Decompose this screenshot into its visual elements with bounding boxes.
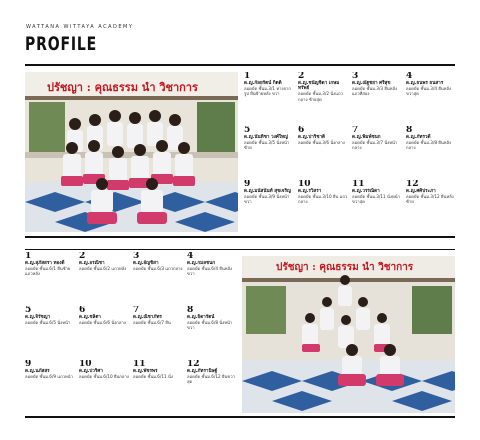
list-item: 9 ด.ญ.มนัสนันท์ สุขเจริญ ลอดบัด ชั้นม.3/9 นั่งหน้า ขวา (244, 180, 291, 205)
page-title: PROFILE (25, 33, 98, 55)
banner-slogan-bottom: ปรัชญา : คุณธรรม นำ วิชาการ (276, 262, 414, 273)
banner-slogan-top: ปรัชญา : คุณธรรม นำ วิชาการ (47, 81, 198, 94)
mid-rule-lower (25, 249, 455, 250)
profile-list-top (244, 72, 456, 232)
list-item: 11 ด.ญ.วรรณิดา ลอดบัด ชั้นม.3/11 นั่งหน้า ขวาสุด (352, 180, 400, 205)
top-rule (25, 64, 455, 66)
mid-rule-upper (25, 236, 455, 238)
list-item: 2 ด.ญ.ชนัญชิดา เกษมทรัพย์ ลอดบัด ชั้นม.3/2 นั่งแถวกลาง ซ้ายสุด (298, 72, 343, 102)
group-photo-bottom (242, 256, 455, 413)
list-item: 8 ด.ญ.ภัทรวดี ลอดบัด ชั้นม.3/8 ยืนหลัง กลาง (406, 126, 452, 151)
profile-list-bottom (25, 252, 237, 412)
list-item: 8 ด.ญ.ธิดารัตน์ ลอดบัด ชั้นม.6/8 นั่งหน้า ขวา (187, 306, 233, 331)
list-item: 10 ด.ญ.รวิสรา ลอดบัด ชั้นม.3/10 ยืน แถวกลาง (298, 180, 348, 205)
list-item: 3 ด.ญ.อัญชิสา ลอดบัด ชั้นม.6/3 แถวกลาง (133, 252, 183, 272)
list-item: 7 ด.ญ.ณิชาภัทร ลอดบัด ชั้นม.6/7 ยืน (133, 306, 171, 326)
list-item: 4 ด.ญ.กมลชนก ลอดบัด ชั้นม.6/4 ยืนหลัง ขวา (187, 252, 233, 277)
list-item: 9 ด.ญ.นภัสสร ลอดบัด ชั้นม.6/9 แถวหน้า (25, 360, 73, 380)
list-item: 4 ด.ญ.ธนพร ธนสาร ลอดบัด ชั้นม.3/4 ยืนหลัง ขวาสุด (406, 72, 452, 97)
list-item: 12 ด.ญ.ภัทรานิษฐ์ ลอดบัด ชั้นม.6/12 ยืนขวาสุด (187, 360, 235, 385)
list-item: 11 ด.ญ.พัชรพร ลอดบัด ชั้นม.6/11 นั่ง (133, 360, 173, 380)
bottom-rule (25, 416, 455, 418)
list-item: 1 ด.ญ.สุภัสสรา ทองดี ลอดบัด ชั้นม.6/1 ยืนซ้าย แถวหลัง (25, 252, 71, 277)
list-item: 5 ด.ญ.จิรัชญา ลอดบัด ชั้นม.6/5 นั่งหน้า (25, 306, 71, 326)
list-item: 6 ด.ญ.ปาริชาติ ลอดบัด ชั้นม.3/6 นั่งกลาง (298, 126, 345, 146)
group-photo-top (25, 72, 238, 232)
list-item: 6 ด.ญ.ชลิตา ลอดบัด ชั้นม.6/6 นั่งกลาง (79, 306, 126, 326)
list-item: 12 ด.ญ.ศศิประภา ลอดบัด ชั้นม.3/12 ยืนหลัง ซ้าย (406, 180, 454, 205)
list-item: 1 ด.ญ.กัลยรัตน์ กิตติ ลอดบัด ชั้นม.3/1 ทางจากรูป ยืนซ้ายหลัง ขวา (244, 72, 291, 97)
list-item: 3 ด.ญ.ณัฐชยา ศรีสุข ลอดบัด ชั้นม.3/3 ยืนหลัง แถวที่สอง (352, 72, 398, 97)
list-item: 7 ด.ญ.พิมพ์ชนก ลอดบัด ชั้นม.3/7 นั่งหน้า กลาง (352, 126, 398, 151)
list-item: 2 ด.ญ.อรณิชา ลอดบัด ชั้นม.6/2 แถวหลัง (79, 252, 127, 272)
list-item: 10 ด.ญ.ปวริศา ลอดบัด ชั้นม.6/10 ยืนกลาง (79, 360, 129, 380)
section-kicker: WATTANA WITTAYA ACADEMY (26, 24, 134, 30)
list-item: 5 ด.ญ.นันทิชา วงศ์ใหญ่ ลอดบัด ชั้นม.3/5 นั่งหน้า ซ้าย (244, 126, 290, 151)
